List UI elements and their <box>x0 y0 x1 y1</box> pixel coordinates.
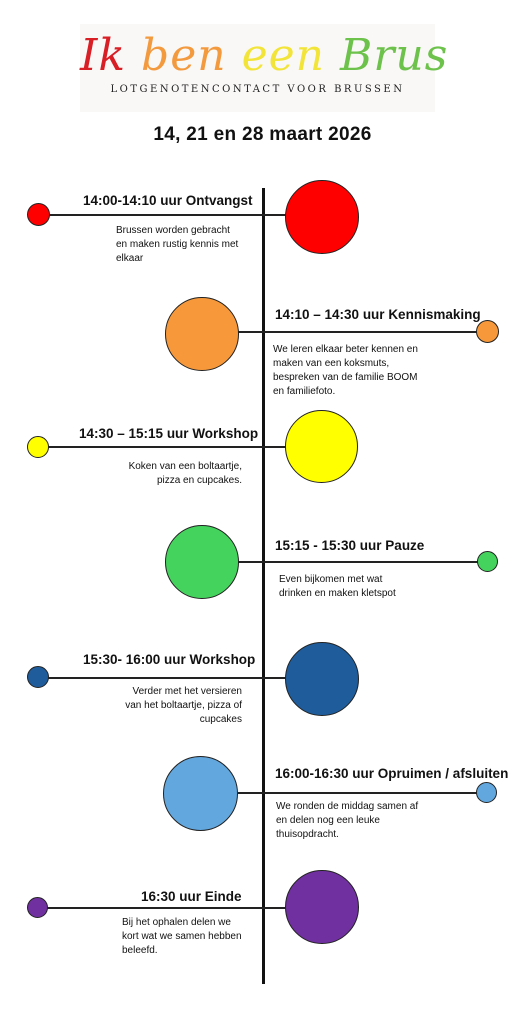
event-description: Bij het ophalen delen we kort wat we samen hebben beleefd. <box>122 917 242 956</box>
timeline-connector <box>238 561 488 563</box>
large-marker-circle <box>285 870 359 944</box>
event-title: 16:30 uur Einde <box>141 889 242 904</box>
logo-subtitle: LOTGENOTENCONTACT VOOR BRUSSEN <box>110 84 405 95</box>
small-marker-dot <box>476 320 499 343</box>
event-description: We ronden de middag samen af en delen nog een leuke thuisopdracht. <box>276 801 419 840</box>
event-description: Koken van een boltaartje, pizza en cupcakes. <box>128 461 242 486</box>
event-date: 14, 21 en 28 maart 2026 <box>153 124 372 145</box>
logo-word-ben: ben <box>141 30 227 81</box>
timeline-connector <box>38 214 286 216</box>
large-marker-circle <box>285 180 359 254</box>
event-title: 15:30- 16:00 uur Workshop <box>83 652 256 667</box>
event-description: Brussen worden gebracht en maken rustig kennis met elkaar <box>116 225 239 264</box>
large-marker-circle <box>285 642 359 716</box>
small-marker-dot <box>27 666 49 688</box>
event-title: 14:10 – 14:30 uur Kennismaking <box>275 307 481 322</box>
event-title: 16:00-16:30 uur Opruimen / afsluiten <box>275 766 509 781</box>
event-title: 14:00-14:10 uur Ontvangst <box>83 193 253 208</box>
timeline-connector <box>238 331 488 333</box>
large-marker-circle <box>165 297 239 371</box>
event-description: Even bijkomen met wat drinken en maken kletspot <box>279 574 396 599</box>
event-description: We leren elkaar beter kennen en maken van een koksmuts, bespreken van de familie BOOM en familiefoto. <box>273 344 418 397</box>
timeline-connector <box>238 792 488 794</box>
small-marker-dot <box>27 203 50 226</box>
logo-word-brus: Brus <box>340 30 449 81</box>
small-marker-dot <box>27 897 48 918</box>
timeline-connector <box>38 446 286 448</box>
event-title: 15:15 - 15:30 uur Pauze <box>275 538 425 553</box>
event-title: 14:30 – 15:15 uur Workshop <box>79 426 259 441</box>
timeline-axis <box>262 188 265 984</box>
small-marker-dot <box>476 782 497 803</box>
small-marker-dot <box>477 551 498 572</box>
timeline-connector <box>38 677 286 679</box>
large-marker-circle <box>285 410 358 483</box>
large-marker-circle <box>163 756 238 831</box>
logo-title <box>80 30 449 82</box>
logo <box>80 24 449 112</box>
timeline-connector <box>38 907 286 909</box>
small-marker-dot <box>27 436 49 458</box>
logo-word-een: een <box>241 30 326 81</box>
event-description: Verder met het versieren van het boltaartje, pizza of cupcakes <box>125 686 242 725</box>
logo-word-ik: Ik <box>80 30 127 81</box>
large-marker-circle <box>165 525 239 599</box>
